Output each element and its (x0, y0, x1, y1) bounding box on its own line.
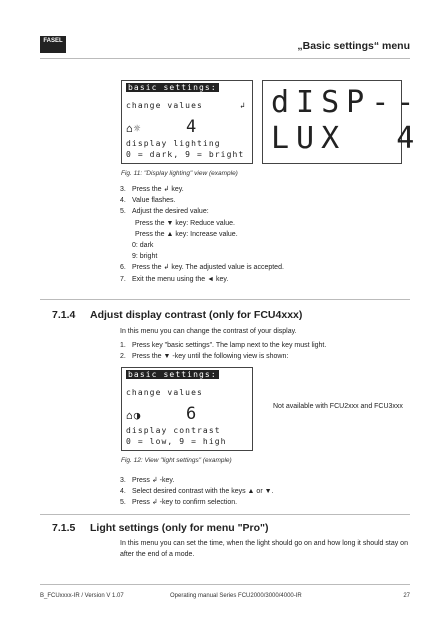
list-item: 1. Press key "basic settings". The lamp next to the key must light. (120, 342, 327, 349)
list-item: 5. Adjust the desired value: (120, 208, 209, 216)
lcd-value: 6 (186, 404, 197, 424)
list-item: 3. Press ↲ -key. (120, 477, 175, 484)
section-divider (40, 299, 410, 300)
section-heading-7-1-4: 7.1.4 Adjust display contrast (only for FCU4xxx) (52, 309, 303, 321)
page-header-title: „Basic settings“ menu (297, 40, 410, 52)
footer-manual-title: Operating manual Series FCU2000/3000/4000-IR (170, 593, 302, 599)
header-divider (40, 58, 410, 59)
fasel-logo: FASEL (40, 36, 66, 53)
list-item: 4. Select desired contrast with the keys ▲ or ▼. (120, 488, 274, 496)
section-intro: In this menu you can change the contrast of your display. (120, 328, 297, 335)
steps-list-lighting (120, 184, 284, 285)
list-item: 4. Value flashes. (120, 197, 176, 205)
section-divider (40, 514, 410, 515)
lcd-change-values: change values (126, 101, 203, 110)
steps-list-contrast-select (120, 475, 273, 509)
lcd-change-values: change values (126, 388, 203, 397)
segment-top: dISP-- (271, 85, 422, 120)
lcd-header: basic settings: (128, 370, 217, 379)
segment-bottom: LUX 4 (271, 121, 422, 156)
list-item: 7. Exit the menu using the ◄ key. (120, 275, 229, 283)
list-item: 2. Press the ▼ -key until the following view is shown: (120, 353, 289, 361)
lcd-label: display lighting (126, 139, 221, 148)
lcd-label: display contrast (126, 426, 221, 435)
segment-display (262, 80, 422, 164)
list-item: 6. Press the ↲ key. The adjusted value is accepted. (120, 264, 284, 272)
list-item: 0: dark (132, 242, 154, 250)
page-number: 27 (403, 593, 410, 599)
lcd-value: 4 (186, 117, 197, 137)
footer-divider (40, 584, 410, 585)
lcd-header: basic settings: (128, 83, 217, 92)
list-item: Press the ▲ key: Increase value. (135, 230, 238, 238)
enter-icon: ↲ (240, 101, 246, 110)
lcd-range: 0 = dark, 9 = bright (126, 150, 245, 159)
lighting-icon: ⌂☼ (126, 122, 142, 135)
list-item: 3. Press the ↲ key. (120, 186, 184, 193)
section-intro: In this menu you can set the time, when the light should go on and how long it should stay on after the end of a mode. (120, 540, 408, 558)
figure-12-caption: Fig. 12: View "light settings" (example) (121, 457, 232, 464)
section-heading-7-1-5: 7.1.5 Light settings (only for menu "Pro") (52, 522, 269, 534)
lcd-display-lighting (121, 80, 253, 164)
lcd-display-contrast (121, 367, 253, 451)
list-item: 9: bright (132, 253, 158, 261)
list-item: Press the ▼ key: Reduce value. (135, 219, 235, 227)
contrast-icon: ⌂◑ (126, 409, 142, 422)
availability-note: Not available with FCU2xxx and FCU3xxx (273, 403, 403, 410)
steps-list-contrast (120, 340, 326, 362)
figure-11-caption: Fig. 11: "Display lighting" view (example) (121, 170, 238, 177)
footer-version: B_FCUxxxx-IR / Version V 1.07 (40, 593, 124, 599)
lcd-range: 0 = low, 9 = high (126, 437, 227, 446)
list-item: 5. Press ↲ -key to confirm selection. (120, 499, 238, 507)
